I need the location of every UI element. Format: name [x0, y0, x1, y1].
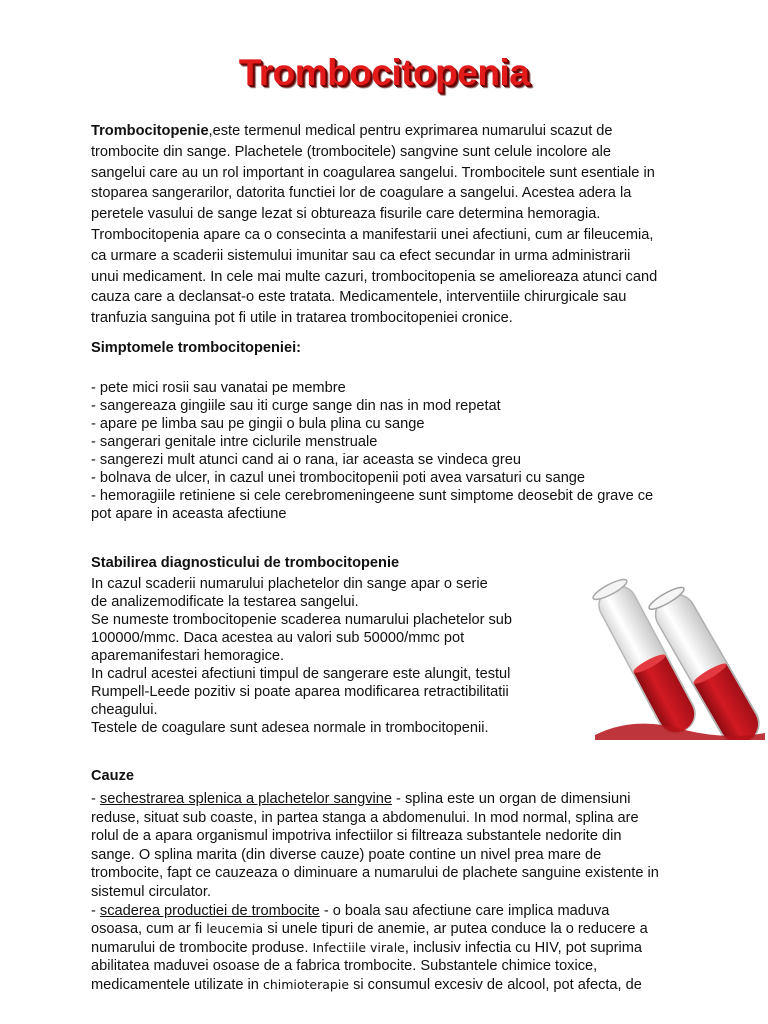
intro-line: Trombocitopenia apare ca o consecinta a manifestarii unei afectiuni, cum ar fileucemia,	[91, 226, 654, 243]
diagnosis-line: In cazul scaderii numarului plachetelor din sange apar o serie	[91, 576, 488, 592]
diagnosis-line: aparemanifestari hemoragice.	[91, 648, 285, 664]
causes-line: sistemul circulator.	[91, 883, 212, 900]
list-item: - pete mici rosii sau vanatai pe membre	[91, 380, 346, 396]
causes-line: osoasa, cum ar fi leucemia si unele tipuri de anemie, ar putea conduce la o reducere a	[91, 921, 648, 938]
causes-paragraph	[91, 790, 659, 995]
intro-bold-term: Trombocitopenie	[91, 123, 209, 139]
intro-line: unui medicament. In cele mai multe cazuri, trombocitopenia se amelioreaza atunci cand	[91, 268, 658, 285]
intro-line: cauza care a declansat-o este tratata. Medicamentele, interventiile chirurgicale sau	[91, 289, 627, 306]
diagnosis-line: Rumpell-Leede pozitiv si poate aparea modificarea retractibilitatii	[91, 684, 509, 700]
causes-heading: Cauze	[91, 768, 134, 784]
diagnosis-line: 100000/mmc. Daca acestea au valori sub 50000/mmc pot	[91, 630, 465, 646]
splenic-sequestration-link[interactable]: sechestrarea splenica a plachetelor sangvine	[99, 791, 392, 807]
diagnosis-line: In cadrul acestei afectiuni timpul de sangerare este alungit, testul	[91, 666, 511, 682]
chemotherapy-term: chimioterapie	[262, 976, 350, 992]
list-item: pot apare in aceasta afectiune	[91, 506, 287, 522]
causes-line: - scaderea productiei de trombocite - o boala sau afectiune care implica maduva	[91, 902, 610, 919]
list-item: - hemoragiile retiniene si cele cerebromeningeene sunt simptome deosebit de grave ce	[91, 488, 654, 504]
intro-line: Trombocitopenie,este termenul medical pentru exprimarea numarului scazut de	[91, 123, 613, 139]
list-item: - sangereaza gingiile sau iti curge sange din nas in mod repetat	[91, 398, 501, 414]
symptoms-heading: Simptomele trombocitopeniei:	[91, 340, 302, 356]
diagnosis-line: Se numeste trombocitopenie scaderea numarului plachetelor sub	[91, 612, 513, 628]
title-container	[0, 52, 768, 94]
list-item: - bolnava de ulcer, in cazul unei trombocitopenii poti avea varsaturi cu sange	[91, 470, 586, 486]
diagnosis-heading: Stabilirea diagnosticului de trombocitopenie	[91, 555, 400, 571]
causes-line: reduse, situat sub coaste, in partea stanga a abdomenului. In mod normal, splina are	[91, 809, 639, 826]
intro-line: tranfuzia sanguina pot fi utile in tratarea trombocitopeniei cronice.	[91, 310, 513, 327]
causes-line: numarului de trombocite produse. Infectiile virale, inclusiv infectia cu HIV, pot suprima	[91, 939, 642, 956]
causes-line: abilitatea maduvei osoase de a fabrica trombocite. Substantele chimice toxice,	[91, 958, 598, 975]
causes-line: - sechestrarea splenica a plachetelor sangvine - splina este un organ de dimensiuni	[91, 791, 631, 807]
intro-line: sangelui care au un rol important in coagularea sangelui. Trombocitele sunt esentiale in	[91, 164, 655, 181]
list-item: - apare pe limba sau pe gingii o bula plina cu sange	[91, 416, 425, 432]
blood-test-tubes-image	[575, 565, 765, 740]
symptoms-list	[91, 379, 653, 523]
intro-paragraph	[91, 121, 657, 329]
intro-line: trombocite din sange. Plachetele (trombocitele) sangvine sunt celule incolore ale	[91, 143, 611, 160]
intro-line: peretele vasului de sange lezat si obtureaza fisurile care determina hemoragia.	[91, 206, 601, 223]
list-item: - sangerari genitale intre ciclurile menstruale	[91, 434, 378, 450]
causes-line: rolul de a apara organismul impotriva infectiilor si filtreaza substantele nedorite din	[91, 828, 622, 845]
diagnosis-line: Testele de coagulare sunt adesea normale in trombocitopenii.	[91, 720, 489, 736]
diagnosis-paragraph	[91, 575, 512, 737]
intro-line: ca urmare a scaderii sistemului imunitar sau ca efect secundar in urma administrarii	[91, 247, 631, 264]
diagnosis-line: cheagului.	[91, 702, 158, 718]
diagnosis-line: de analizemodificate la testarea sangelui.	[91, 594, 359, 610]
intro-line: stoparea sangerarilor, datorita functiei lor de coagulare a sangelui. Acestea adera la	[91, 185, 632, 202]
platelet-production-link[interactable]: scaderea productiei de trombocite	[99, 902, 320, 919]
causes-line: sange. O splina marita (din diverse cauze) poate contine un nivel prea mare de	[91, 846, 602, 863]
causes-line: trombocite, fapt ce cauzeaza o diminuare a numarului de plachete sanguine existente in	[91, 865, 659, 882]
causes-line: medicamentele utilizate in chimioterapie si consumul excesiv de alcool, pot afecta, de	[91, 976, 642, 993]
viral-infections-term: Infectiile virale	[312, 939, 405, 955]
list-item: - sangerezi mult atunci cand ai o rana, iar aceasta se vindeca greu	[91, 452, 521, 468]
page-title: Trombocitopenia	[238, 52, 530, 93]
leucemia-term: leucemia	[206, 921, 264, 937]
